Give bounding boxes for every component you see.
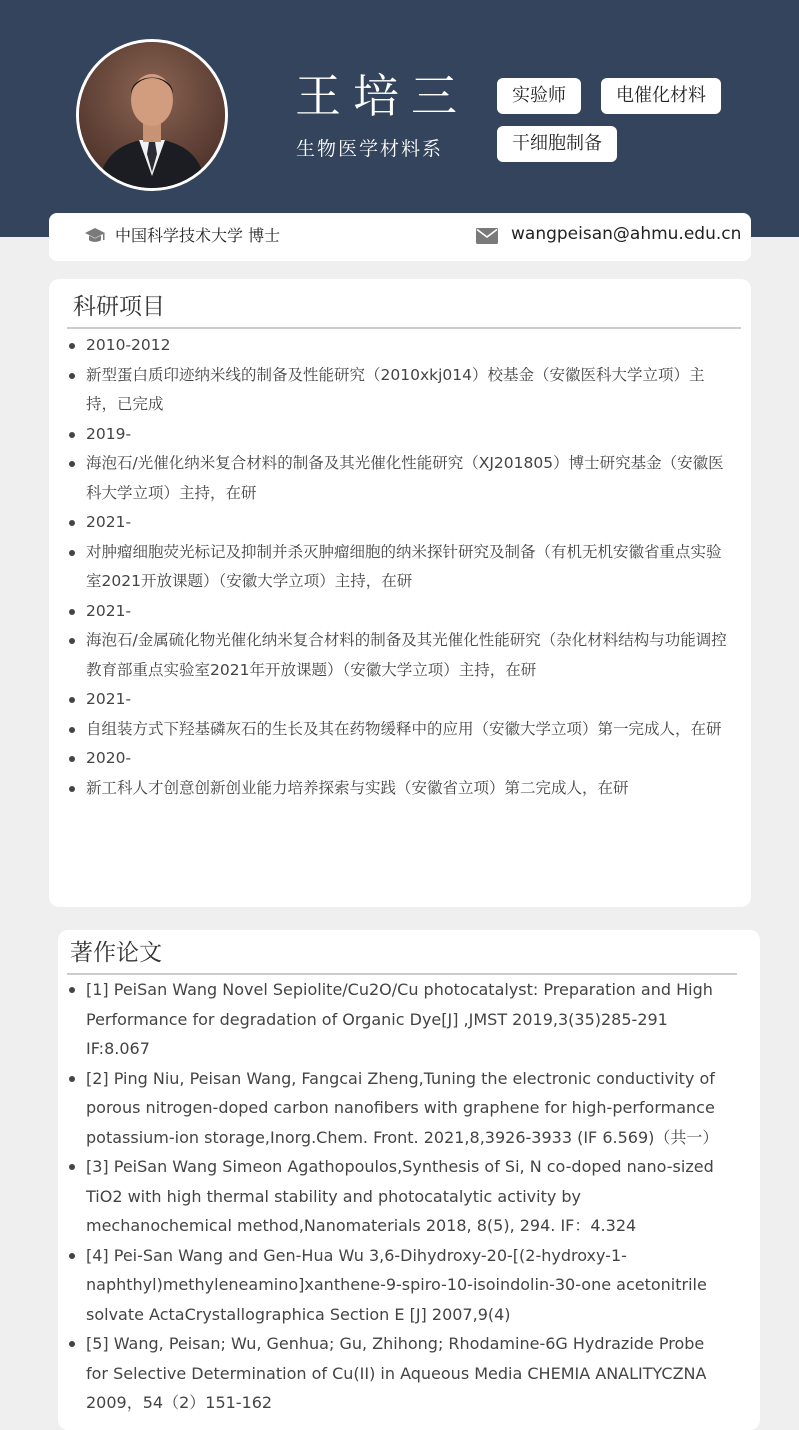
avatar bbox=[76, 39, 228, 191]
research-list bbox=[67, 331, 727, 803]
list-item: 2019- bbox=[67, 420, 727, 450]
email-address[interactable]: wangpeisan@ahmu.edu.cn bbox=[511, 224, 742, 244]
envelope-icon bbox=[476, 228, 498, 248]
department: 生物医学材料系 bbox=[296, 138, 444, 160]
list-item: [4] Pei-San Wang and Gen-Hua Wu 3,6-Dihydroxy-20-[(2-hydroxy-1-naphthyl)methyleneamino]xanthene-9-spiro-10-isoindolin-30-one acetonitrile solvate ActaCrystallographica Section E [J] 2007,9(4) bbox=[67, 1241, 731, 1330]
tag-title: 实验师 bbox=[497, 78, 581, 114]
list-item: 2010-2012 bbox=[67, 331, 727, 361]
list-item: 海泡石/光催化纳米复合材料的制备及其光催化性能研究（XJ201805）博士研究基金（安徽医科大学立项）主持，在研 bbox=[67, 449, 727, 508]
portrait-photo bbox=[79, 42, 225, 188]
tag-research: 干细胞制备 bbox=[497, 126, 617, 162]
research-section-title: 科研项目 bbox=[73, 294, 165, 320]
person-name: 王培三 bbox=[295, 69, 469, 123]
list-item: 2021- bbox=[67, 597, 727, 627]
papers-section-title: 著作论文 bbox=[70, 940, 162, 966]
graduation-cap-icon bbox=[84, 226, 106, 250]
papers-list bbox=[67, 975, 731, 1418]
school-degree: 中国科学技术大学 博士 bbox=[115, 226, 281, 245]
list-item: 新工科人才创意创新创业能力培养探索与实践（安徽省立项）第二完成人，在研 bbox=[67, 774, 727, 804]
list-item: 自组装方式下羟基磷灰石的生长及其在药物缓释中的应用（安徽大学立项）第一完成人，在研 bbox=[67, 715, 727, 745]
list-item: 新型蛋白质印迹纳米线的制备及性能研究（2010xkj014）校基金（安徽医科大学立项）主持，已完成 bbox=[67, 361, 727, 420]
list-item: [3] PeiSan Wang Simeon Agathopoulos,Synthesis of Si, N co-doped nano-sized TiO2 with high thermal stability and photocatalytic activity by mechanochemical method,Nanomaterials 2018, 8(5), 294. IF：4.324 bbox=[67, 1152, 731, 1241]
list-item: [2] Ping Niu, Peisan Wang, Fangcai Zheng,Tuning the electronic conductivity of porous nitrogen-doped carbon nanofibers with graphene for high-performance potassium-ion storage,Inorg.Chem. Front. 2021,8,3926-3933 (IF 6.569)（共一） bbox=[67, 1064, 731, 1153]
tag-field: 电催化材料 bbox=[601, 78, 721, 114]
list-item: 2021- bbox=[67, 685, 727, 715]
list-item: 海泡石/金属硫化物光催化纳米复合材料的制备及其光催化性能研究（杂化材料结构与功能调控教育部重点实验室2021年开放课题）（安徽大学立项）主持，在研 bbox=[67, 626, 727, 685]
list-item: [5] Wang, Peisan; Wu, Genhua; Gu, Zhihong; Rhodamine-6G Hydrazide Probe for Selective Determination of Cu(II) in Aqueous Media CHEMIA ANALITYCZNA 2009，54（2）151-162 bbox=[67, 1329, 731, 1418]
list-item: 2021- bbox=[67, 508, 727, 538]
list-item: 对肿瘤细胞荧光标记及抑制并杀灭肿瘤细胞的纳米探针研究及制备（有机无机安徽省重点实验室2021开放课题）（安徽大学立项）主持，在研 bbox=[67, 538, 727, 597]
list-item: 2020- bbox=[67, 744, 727, 774]
list-item: [1] PeiSan Wang Novel Sepiolite/Cu2O/Cu photocatalyst: Preparation and High Performance for degradation of Organic Dye[J] ,JMST 2019,3(35)285-291 IF:8.067 bbox=[67, 975, 731, 1064]
research-divider bbox=[67, 327, 741, 329]
